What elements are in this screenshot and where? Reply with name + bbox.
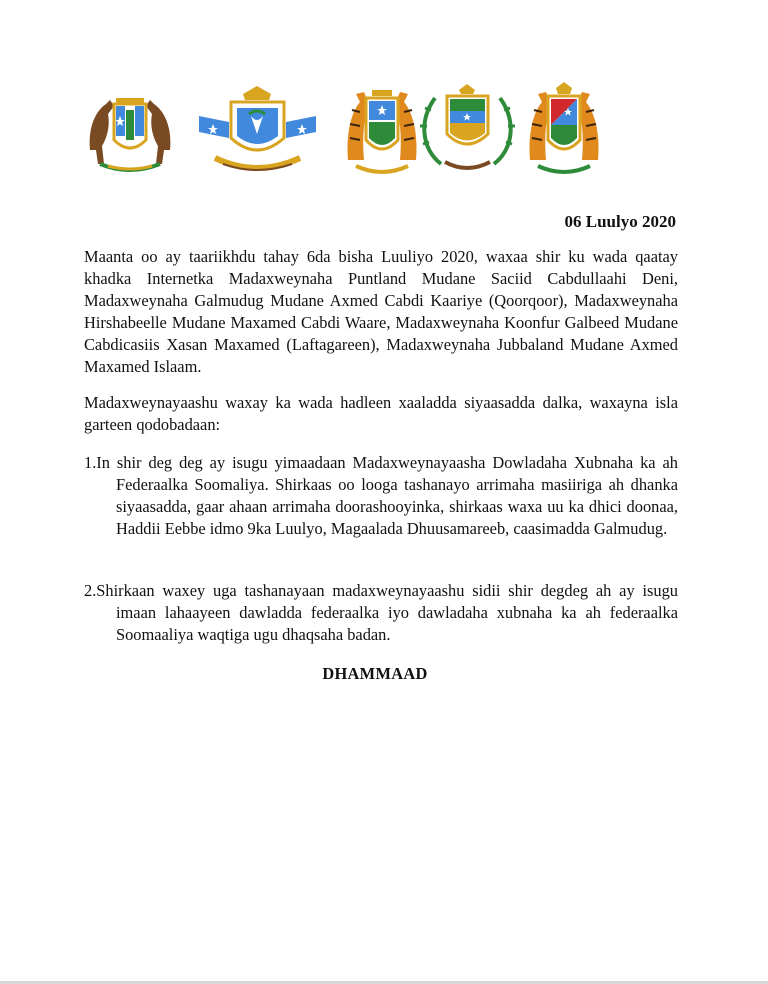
document-date: 06 Luulyo 2020 bbox=[564, 212, 676, 231]
south-west-emblem bbox=[415, 80, 520, 180]
state-emblems-row bbox=[80, 80, 690, 180]
galmudug-emblem bbox=[195, 80, 320, 180]
numbered-point-2: 2.Shirkaan waxey uga tashanayaan madaxweynayaashu sidii shir degdeg ah ay isugu imaan lahaayeen dawladda federaalka iyo dawladaha xubnaha ka ah federaalka Soomaaliya waqtiga ugu dhaqsaha badan. bbox=[84, 581, 678, 644]
jubbaland-emblem bbox=[524, 80, 604, 180]
hirshabelle-emblem bbox=[342, 80, 422, 180]
numbered-point-1: 1.In shir deg deg ay isugu yimaadaan Madaxweynayaasha Dowladaha Xubnaha ka ah Federaalka Soomaliya. Shirkaas oo looga tashanayo arrimaha masiiriga ah dhanka siyaasadda, gaar ahaan arrimaha doorashooyinka, shirkaas waxa uu ka dhici doonaa, Haddii Eebbe idmo 9ka Luulyo, Magaalada Dhuusamareeb, caasimadda Galmudug. bbox=[84, 453, 678, 538]
closing-text: DHAMMAAD bbox=[322, 664, 428, 683]
agreement-paragraph: Madaxweynayaashu waxay ka wada hadleen xaaladda siyaasadda dalka, waxayna isla garteen qodobadaan: bbox=[84, 393, 678, 434]
intro-paragraph: Maanta oo ay taariikhdu tahay 6da bisha Luuliyo 2020, waxaa shir ku wada qaatay khadka Internetka Madaxweynaha Puntland Mudane Saciid Cabdullaahi Deni, Madaxweynaha Galmudug Mudane Axmed Cabdi Kaariye (Qoorqoor), Madaxweynaha Hirshabeelle Mudane Maxamed Cabdi Waare, Madaxweynaha Koonfur Galbeed Mudane Cabdicasiis Xasan Maxamed (Laftagareen), Madaxweynaha Jubbaland Mudane Axmed Maxamed Islaam. bbox=[84, 247, 678, 376]
puntland-emblem bbox=[80, 80, 180, 180]
